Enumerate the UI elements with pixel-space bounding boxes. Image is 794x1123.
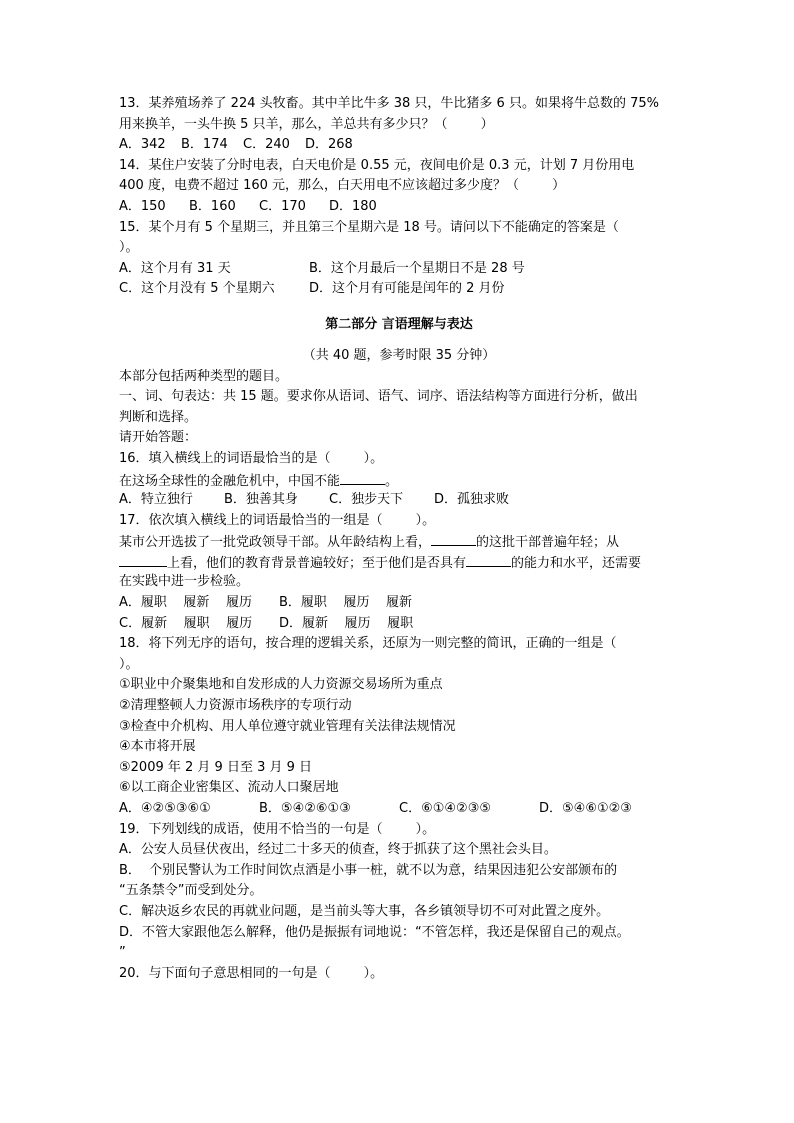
q17-options-row1	[119, 593, 679, 614]
q14-stem-line1: 14．某住户安装了分时电表，白天电价是 0.55 元，夜间电价是 0.3 元，计划 7 月份用电	[119, 157, 635, 173]
q17-sentence-line3: 在实践中进一步检验。	[119, 574, 250, 590]
q19-option-d-line2: ”	[119, 945, 126, 961]
q17-sentence-mid: 上看，他们的教育背景普遍较好；至于他们是否具有	[167, 555, 467, 571]
q17-stem: 17．依次填入横线上的词语最恰当的一组是（ ）。	[119, 512, 436, 528]
q16-option-c: C．独步天下	[329, 492, 404, 508]
q19-option-b-line2: “五条禁令”而受到处分。	[119, 883, 263, 899]
q16-sentence	[119, 470, 679, 491]
q13-option-c: C．240	[243, 137, 290, 153]
q17-sentence-end: 的能力和水平，还需要	[511, 555, 642, 571]
q14-options	[119, 197, 679, 218]
q16-stem: 16．填入横线上的词语最恰当的是（ ）。	[119, 450, 384, 466]
section-title: 第二部分 言语理解与表达	[325, 316, 473, 332]
q16-option-b: B．独善其身	[224, 492, 298, 508]
q18-item-3: ③检查中介机构、用人单位遵守就业管理有关法律法规情况	[119, 718, 456, 734]
q13-options	[119, 135, 679, 156]
q17-options-row2	[119, 614, 679, 635]
section-subtitle: （共 40 题，参考时限 35 分钟）	[302, 347, 496, 363]
q16-option-d: D．孤独求败	[434, 492, 510, 508]
q18-item-4: ④本市将开展	[119, 739, 196, 755]
q17-option-b: B．履职 履历 履新	[279, 595, 412, 611]
q19-option-c: C．解决返乡农民的再就业问题，是当前头等大事，各乡镇领导切不可对此置之度外。	[119, 903, 610, 919]
q18-option-c: C．⑥①④②③⑤	[399, 801, 492, 816]
q15-option-b: B．这个月最后一个星期日不是 28 号	[309, 260, 525, 276]
q17-option-c: C．履新 履职 履历	[119, 615, 253, 631]
q18-option-b: B．⑤④②⑥①③	[259, 801, 351, 816]
q18-options	[119, 799, 679, 820]
q19-option-b-line1: B． 个别民警认为工作时间饮点酒是小事一桩，就不以为意，结果因违犯公安部颁布的	[119, 862, 618, 878]
q15-stem-line2: ）。	[119, 240, 139, 256]
q14-option-c: C．170	[259, 198, 306, 214]
q18-option-a: A．④②⑤③⑥①	[119, 801, 211, 816]
q17-sentence-line2	[119, 552, 679, 573]
q15-option-c: C．这个月没有 5 个星期六	[119, 281, 275, 297]
q17-sentence-pre: 某市公开选拔了一批党政领导干部。从年龄结构上看，	[119, 535, 432, 551]
q14-option-d: D．180	[329, 198, 377, 214]
q16-option-a: A．特立独行	[119, 492, 193, 508]
q15-stem-line1: 15．某个月有 5 个星期三，并且第三个星期六是 18 号。请问以下不能确定的答案是（	[119, 219, 619, 235]
q16-blank	[340, 470, 385, 485]
q17-option-d: D．履新 履历 履职	[279, 615, 414, 631]
q17-blank-1	[431, 531, 476, 546]
q17-blank-2	[119, 552, 167, 567]
q17-sentence-line1	[119, 531, 679, 552]
part1-desc-line1: 一、词、句表达：共 15 题。要求你从语词、语气、词序、语法结构等方面进行分析，做出	[119, 389, 638, 405]
q15-option-d: D．这个月有可能是闰年的 2 月份	[309, 281, 505, 297]
section-intro: 本部分包括两种类型的题目。	[119, 368, 289, 384]
q16-options	[119, 490, 679, 511]
q15-options-row1	[119, 259, 679, 280]
q16-sentence-pre: 在这场全球性的金融危机中，中国不能	[119, 473, 341, 489]
q19-stem: 19．下列划线的成语，使用不恰当的一句是（ ）。	[119, 821, 436, 837]
q17-blank-3	[466, 552, 511, 567]
q19-option-d-line1: D．不管大家跟他怎么解释，他仍是振振有词地说：“不管怎样，我还是保留自己的观点。	[119, 924, 630, 940]
q13-option-a: A．342	[119, 137, 166, 153]
q19-option-a: A．公安人员昼伏夜出，经过二十多天的侦查，终于抓获了这个黑社会头目。	[119, 842, 557, 858]
q14-stem-line2: 400 度，电费不超过 160 元，那么，白天用电不应该超过多少度？（ ）	[119, 178, 566, 194]
q17-sentence-post: 的这批干部普遍年轻；从	[476, 535, 620, 551]
q18-option-d: D．⑤④⑥①②③	[539, 801, 632, 816]
q18-item-2: ②清理整顿人力资源市场秩序的专项行动	[119, 698, 352, 714]
q17-option-a: A．履职 履新 履历	[119, 595, 252, 611]
q18-item-6: ⑥以工商企业密集区、流动人口聚居地	[119, 780, 339, 796]
q18-stem-line1: 18．将下列无序的语句，按合理的逻辑关系，还原为一则完整的简讯，正确的一组是（	[119, 636, 617, 652]
start-prompt: 请开始答题：	[119, 430, 198, 446]
q14-option-b: B．160	[189, 198, 236, 214]
q13-option-d: D．268	[305, 137, 353, 153]
q16-sentence-post: 。	[385, 473, 399, 489]
q14-option-a: A．150	[119, 198, 166, 214]
q15-option-a: A．这个月有 31 天	[119, 260, 231, 276]
q18-stem-line2: ）。	[119, 656, 139, 672]
exam-page	[119, 94, 679, 984]
q13-stem-line2: 用来换羊，一头牛换 5 只羊，那么，羊总共有多少只？（ ）	[119, 116, 494, 132]
q20-stem: 20．与下面句子意思相同的一句是（ ）。	[119, 965, 384, 981]
q13-stem-line1: 13．某养殖场养了 224 头牧畜。其中羊比牛多 38 只，牛比猪多 6 只。如果将牛总数的 75%	[119, 96, 659, 111]
q15-options-row2	[119, 279, 679, 300]
q13-option-b: B．174	[181, 137, 228, 153]
q18-item-1: ①职业中介聚集地和自发形成的人力资源交易场所为重点	[119, 677, 443, 693]
part1-desc-line2: 判断和选择。	[119, 409, 198, 425]
q18-item-5: ⑤2009 年 2 月 9 日至 3 月 9 日	[119, 759, 313, 775]
